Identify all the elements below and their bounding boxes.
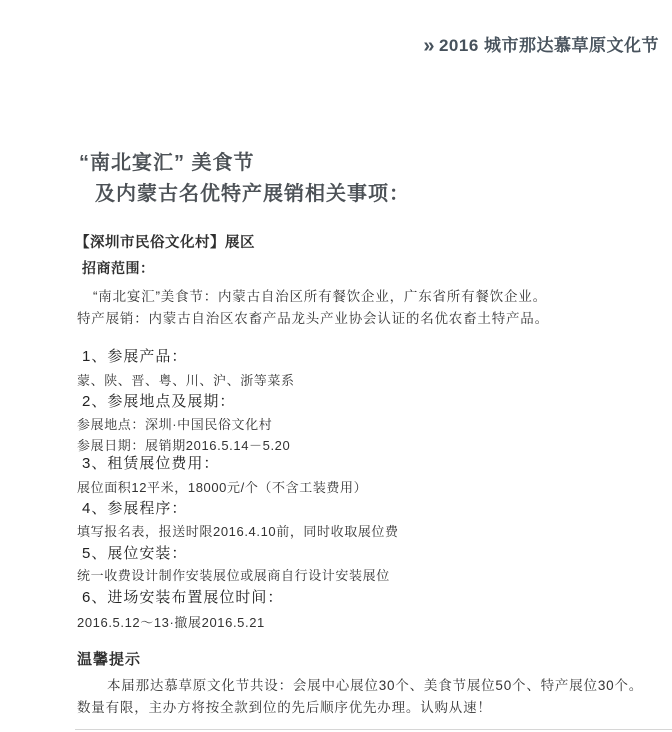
item-2-heading: 2、参展地点及展期： xyxy=(82,393,236,410)
warm-tips-line: 数量有限，主办方将按全款到位的先后顺序优先办理。认购从速！ xyxy=(77,700,492,715)
item-3-detail: 展位面积12平米，18000元/个（不含工装费用） xyxy=(77,480,368,495)
double-chevron-icon: » xyxy=(423,35,435,57)
exhibition-zone-title: 【深圳市民俗文化村】展区 xyxy=(75,235,255,251)
item-4-detail: 填写报名表，报送时限2016.4.10前，同时收取展位费 xyxy=(77,524,399,539)
item-5-heading: 5、展位安装： xyxy=(82,545,188,562)
event-slogan-text: 2016 城市那达慕草原文化节 xyxy=(438,36,659,55)
doc-title-line-1: “南北宴汇” 美食节 xyxy=(79,152,255,174)
doc-title-line-2: 及内蒙古名优特产展销相关事项： xyxy=(95,183,410,205)
item-1-detail: 蒙、陕、晋、粤、川、沪、浙等菜系 xyxy=(77,373,295,388)
item-4-heading: 4、参展程序： xyxy=(82,500,188,517)
item-6-heading: 6、进场安装布置展位时间： xyxy=(82,589,284,606)
recruitment-scope-label: 招商范围： xyxy=(82,260,155,276)
scope-paragraph-line: “南北宴汇”美食节：内蒙古自治区所有餐饮企业，广东省所有餐饮企业。 xyxy=(93,289,547,304)
scope-paragraph-line: 特产展销：内蒙古自治区农畜产品龙头产业协会认证的名优农畜土特产品。 xyxy=(77,311,549,326)
item-6-detail: 2016.5.12～13·撤展2016.5.21 xyxy=(77,615,265,630)
warm-tips-line: 本届那达慕草原文化节共设：会展中心展位30个、美食节展位50个、特产展位30个。 xyxy=(107,678,644,693)
warm-tips-title: 温馨提示 xyxy=(77,651,142,668)
item-2-detail: 参展日期：展销期2016.5.14－5.20 xyxy=(77,438,291,453)
item-2-detail: 参展地点：深圳·中国民俗文化村 xyxy=(77,417,273,432)
item-3-heading: 3、租赁展位费用： xyxy=(82,455,220,472)
bottom-divider xyxy=(75,729,672,730)
item-5-detail: 统一收费设计制作安装展位或展商自行设计安装展位 xyxy=(77,568,390,583)
item-1-heading: 1、参展产品： xyxy=(82,348,188,365)
event-slogan-header xyxy=(423,31,659,58)
